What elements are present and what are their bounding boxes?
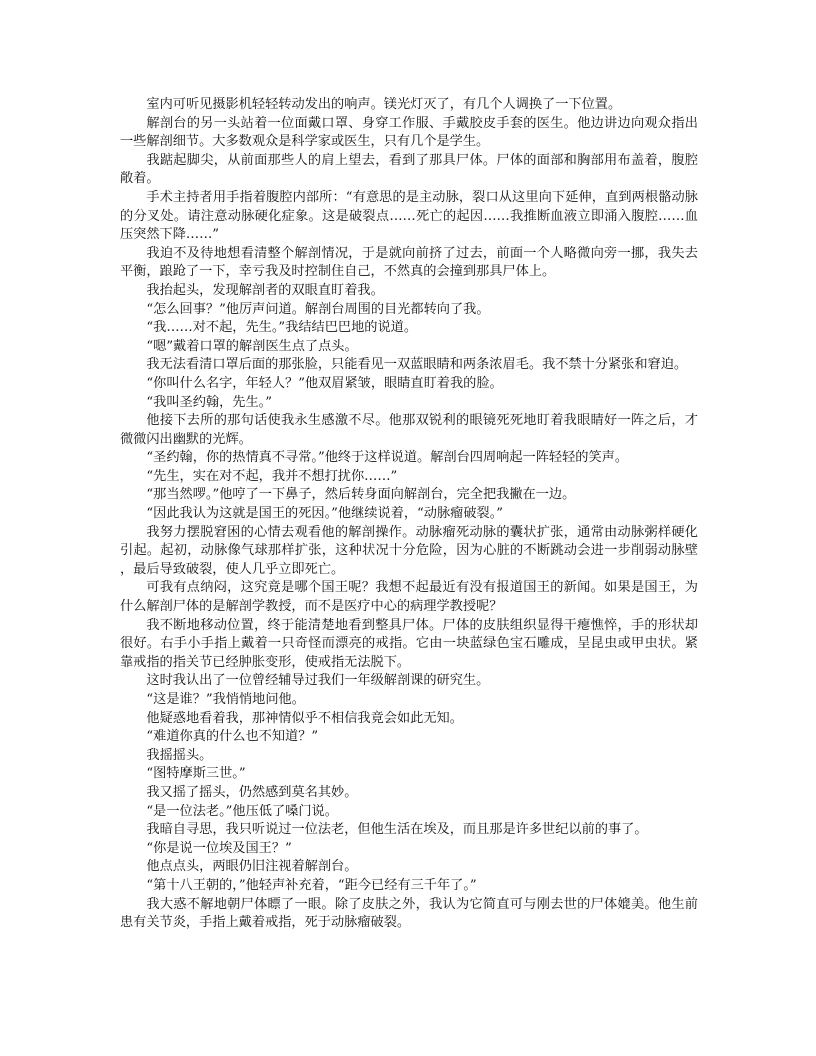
paragraph: 我踮起脚尖，从前面那些人的肩上望去，看到了那具尸体。尸体的面部和胸部用布盖着，腹腔敞着。 — [120, 152, 698, 187]
paragraph: “圣约翰，你的热情真不寻常。”他终于这样说道。解剖台四周响起一阵轻轻的笑声。 — [146, 450, 629, 466]
paragraph: “这是谁？”我悄悄地问他。 — [146, 692, 305, 707]
paragraph: 解剖台的另一头站着一位面戴口罩、身穿工作服、手戴胶皮手套的医生。他边讲边向观众指出一些解剖细节。大多数观众是科学家或医生，只有几个是学生。 — [120, 115, 698, 150]
paragraph: 可我有点纳闷，这究竟是哪个国王呢？我想不起最近有没有报道国王的新闻。如果是国王，为什么解剖尸体的是解剖学教授，而不是医疗中心的病理学教授呢？ — [120, 580, 698, 615]
paragraph: “第十八王朝的，”他轻声补充着，“距今已经有三千年了。” — [146, 877, 477, 893]
paragraph: “嗯”戴着口罩的解剖医生点了点头。 — [146, 338, 358, 354]
paragraph: “怎么回事？”他厉声问道。解剖台周围的目光都转向了我。 — [146, 301, 490, 317]
paragraph: 室内可听见摄影机轻轻转动发出的响声。镁光灯灭了，有几个人调换了一下位置。 — [146, 97, 622, 112]
paragraph: “那当然啰。”他哼了一下鼻子，然后转身面向解剖台，完全把我撇在一边。 — [146, 487, 576, 503]
paragraph: 我无法看清口罩后面的那张脸，只能看见一双蓝眼睛和两条浓眉毛。我不禁十分紧张和窘迫。 — [146, 357, 688, 373]
paragraph: 我又摇了摇头，仍然感到莫名其妙。 — [146, 784, 358, 800]
paragraph: “我……对不起，先生。”我结结巴巴地的说道。 — [146, 320, 418, 336]
paragraph: “你叫什么名字，年轻人？”他双眉紧皱，眼睛直盯着我的脸。 — [146, 375, 503, 391]
paragraph: “图特摩斯三世。” — [146, 766, 246, 782]
story-text — [120, 96, 698, 933]
paragraph: 他点点头，两眼仍旧注视着解剖台。 — [146, 859, 358, 875]
paragraph: “我叫圣约翰，先生。” — [146, 394, 272, 410]
paragraph: 我努力摆脱窘困的心情去观看他的解剖操作。动脉瘤死动脉的囊状扩张，通常由动脉粥样硬化引起。起初，动脉像气球那样扩张，这种状况十分危险，因为心脏的不断跳动会进一步削弱动脉壁，最后导致破裂，使人几乎立即死亡。 — [120, 524, 698, 577]
paragraph: “是一位法老。”他压低了嗓门说。 — [146, 803, 338, 819]
paragraph: 我迫不及待地想看清整个解剖情况，于是就向前挤了过去，前面一个人略微向旁一挪，我失去平衡，踉跄了一下，幸亏我及时控制住自己，不然真的会撞到那具尸体上。 — [120, 245, 698, 280]
paragraph: 我不断地移动位置，终于能清楚地看到整具尸体。尸体的皮肤组织显得干瘪憔悴，手的形状却很好。右手小手指上戴着一只奇怪而漂亮的戒指。它由一块蓝绿色宝石雕成，呈昆虫或甲虫状。紧靠戒指的指关节已经肿胀变形，使戒指无法脱下。 — [120, 617, 698, 670]
paragraph: 我大惑不解地朝尸体瞟了一眼。除了皮肤之外，我认为它简直可与刚去世的尸体媲美。他生前患有关节炎，手指上戴着戒指，死于动脉瘤破裂。 — [120, 896, 698, 931]
paragraph: “难道你真的什么也不知道？” — [146, 729, 319, 745]
paragraph: “你是说一位埃及国王？” — [146, 840, 292, 856]
paragraph: 这时我认出了一位曾经辅导过我们一年级解剖课的研究生。 — [146, 673, 490, 689]
paragraph: “因此我认为这就是国王的死因。”他继续说着，“动脉瘤破裂。” — [146, 506, 504, 522]
paragraph: 他疑惑地看着我，那神情似乎不相信我竟会如此无知。 — [146, 710, 463, 726]
paragraph: 手术主持者用手指着腹腔内部所：“有意思的是主动脉，裂口从这里向下延伸，直到两根骼动脉的分叉处。请注意动脉硬化症象。这是破裂点……死亡的起因……我推断血液立即涌入腹腔……血压突然下降……” — [120, 189, 698, 243]
paragraph: 我暗自寻思，我只听说过一位法老，但他生活在埃及，而且那是许多世纪以前的事了。 — [146, 822, 648, 838]
paragraph: 我抬起头，发现解剖者的双眼直盯着我。 — [146, 282, 384, 298]
paragraph: 他接下去所的那句话使我永生感激不尽。他那双锐利的眼镜死死地盯着我眼睛好一阵之后，才微微闪出幽默的光辉。 — [120, 413, 698, 447]
paragraph: “先生，实在对不起，我并不想打扰你……” — [146, 468, 398, 484]
paragraph: 我摇摇头。 — [146, 747, 213, 763]
